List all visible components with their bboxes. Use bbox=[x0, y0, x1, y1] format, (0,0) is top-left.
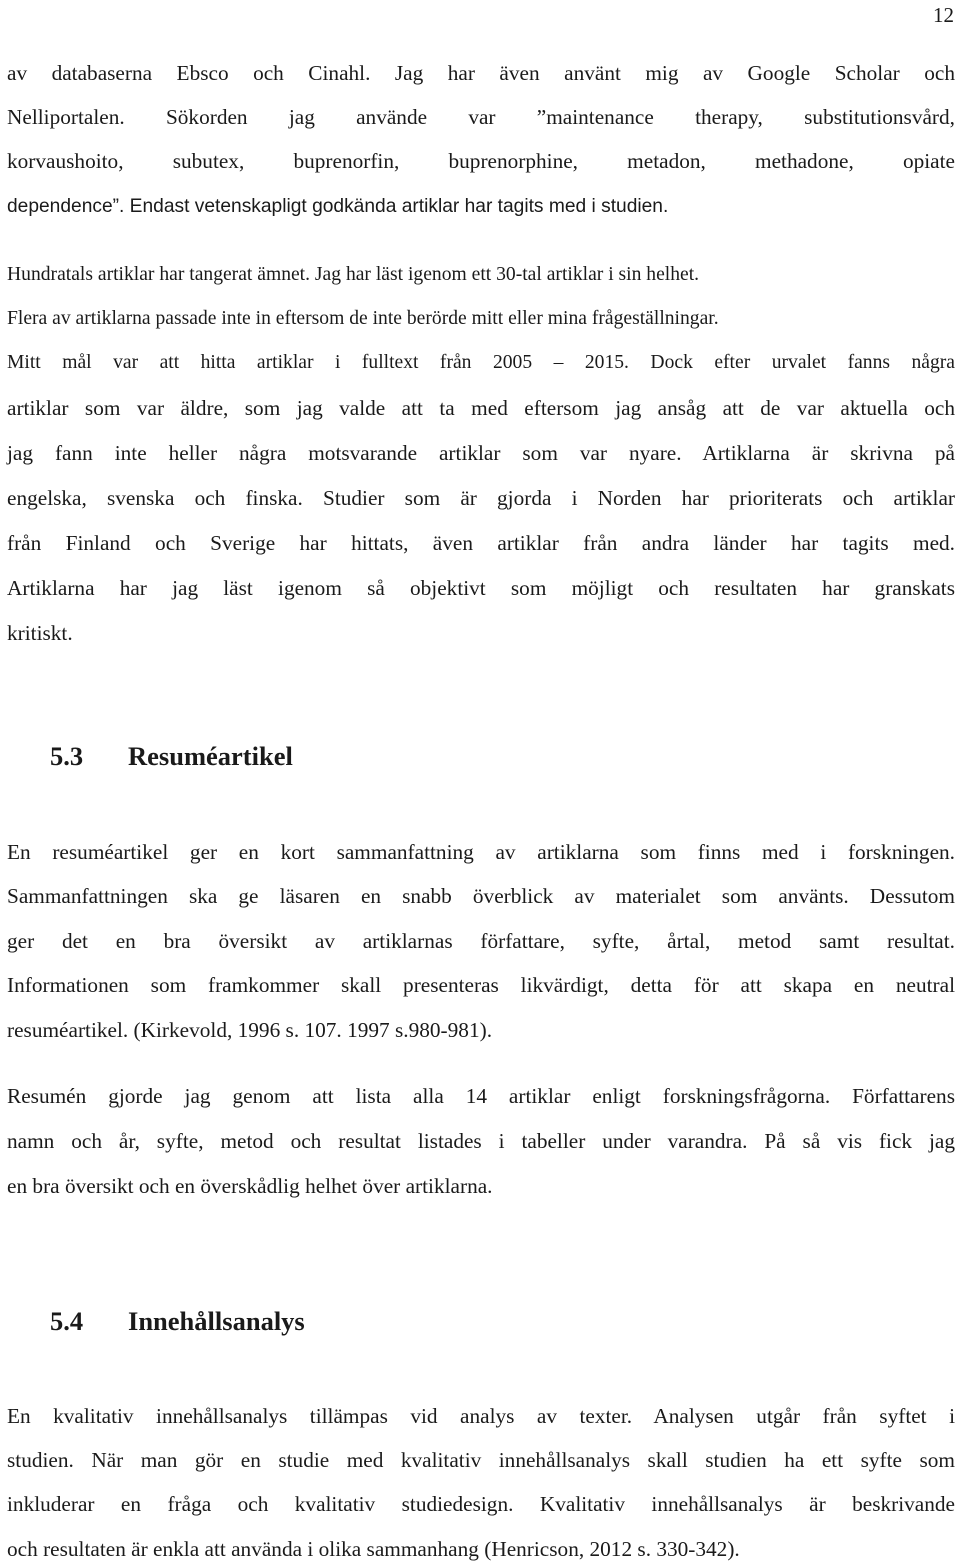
text-line: en bra översikt och en överskådlig helhet över artiklarna. bbox=[7, 1174, 493, 1198]
section-number: 5.4 bbox=[50, 1306, 84, 1336]
section-title: Resuméartikel bbox=[128, 741, 293, 771]
text-line: kritiskt. bbox=[7, 621, 73, 645]
page-number: 12 bbox=[933, 3, 954, 27]
text-line: Artiklarna har jag läst igenom så objektivt som möjligt och resultaten har granskats bbox=[7, 576, 955, 600]
text-line: ger det en bra översikt av artiklarnas författare, syfte, årtal, metod samt resultat. bbox=[7, 929, 955, 953]
text-line: dependence”. Endast vetenskapligt godkända artiklar har tagits med i studien. bbox=[7, 196, 669, 217]
text-line: korvaushoito, subutex, buprenorfin, buprenorphine, metadon, methadone, opiate bbox=[7, 149, 955, 173]
text-line: En kvalitativ innehållsanalys tillämpas vid analys av texter. Analysen utgår från syftet i bbox=[7, 1404, 955, 1428]
text-line: namn och år, syfte, metod och resultat listades i tabeller under varandra. På så vis fick jag bbox=[7, 1129, 955, 1153]
text-line: Mitt mål var att hitta artiklar i fulltext från 2005 – 2015. Dock efter urvalet fanns några bbox=[7, 352, 955, 373]
text-line: Flera av artiklarna passade inte in eftersom de inte berörde mitt eller mina frågeställningar. bbox=[7, 308, 719, 329]
section-heading-5-3 bbox=[50, 738, 293, 774]
text-line: Nelliportalen. Sökorden jag använde var ”maintenance therapy, substitutionsvård, bbox=[7, 105, 955, 129]
text-line: jag fann inte heller några motsvarande artiklar som var nyare. Artiklarna är skrivna på bbox=[7, 441, 955, 465]
text-line: och resultaten är enkla att använda i olika sammanhang (Henricson, 2012 s. 330-342). bbox=[7, 1537, 740, 1561]
section-heading-5-4 bbox=[50, 1303, 305, 1339]
text-line: artiklar som var äldre, som jag valde att ta med eftersom jag ansåg att de var aktuella och bbox=[7, 396, 955, 420]
text-line: studien. När man gör en studie med kvalitativ innehållsanalys skall studien ha ett syfte som bbox=[7, 1448, 955, 1472]
section-number: 5.3 bbox=[50, 741, 84, 771]
text-line: av databaserna Ebsco och Cinahl. Jag har även använt mig av Google Scholar och bbox=[7, 61, 955, 85]
text-line: En resuméartikel ger en kort sammanfattning av artiklarna som finns med i forskningen. bbox=[7, 840, 955, 864]
text-line: Informationen som framkommer skall presenteras likvärdigt, detta för att skapa en neutral bbox=[7, 973, 955, 997]
text-line: Resumén gjorde jag genom att lista alla 14 artiklar enligt forskningsfrågorna. Författarens bbox=[7, 1084, 955, 1108]
text-line: från Finland och Sverige har hittats, även artiklar från andra länder har tagits med. bbox=[7, 531, 955, 555]
text-line: Hundratals artiklar har tangerat ämnet. Jag har läst igenom ett 30-tal artiklar i sin helhet. bbox=[7, 264, 700, 285]
text-line: inkluderar en fråga och kvalitativ studiedesign. Kvalitativ innehållsanalys är beskrivande bbox=[7, 1492, 955, 1516]
section-title: Innehållsanalys bbox=[128, 1306, 305, 1336]
text-line: engelska, svenska och finska. Studier som är gjorda i Norden har prioriterats och artiklar bbox=[7, 486, 955, 510]
text-line: resuméartikel. (Kirkevold, 1996 s. 107. 1997 s.980-981). bbox=[7, 1018, 493, 1042]
text-line: Sammanfattningen ska ge läsaren en snabb överblick av materialet som använts. Dessutom bbox=[7, 884, 955, 908]
